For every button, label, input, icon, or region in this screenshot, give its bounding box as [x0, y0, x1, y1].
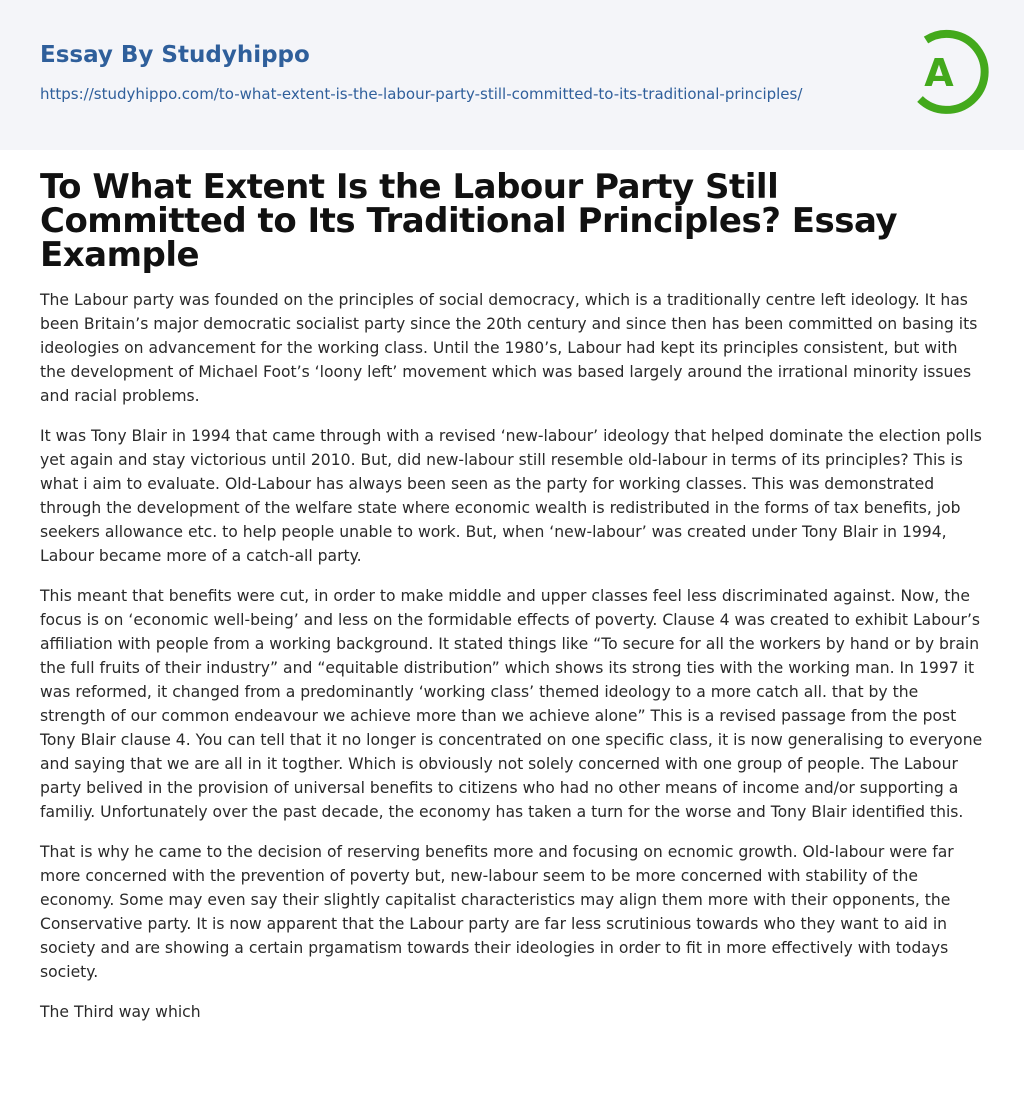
essay-paragraph: It was Tony Blair in 1994 that came through with a revised ‘new-labour’ ideology that helped dominate the election polls yet again and stay victorious until 2010. But, did new-labour still resemble old-labour in terms of its principles? This is what i aim to evaluate. Old-Labour has always been seen as the party for working classes. This was demonstrated through the development of the welfare state where economic wealth is redistributed in the forms of tax benefits, job seekers allowance etc. to help people unable to work. But, when ‘new-labour’ was created under Tony Blair in 1994, Labour became more of a catch-all party.: [40, 427, 982, 565]
essay-paragraph: The Third way which: [40, 1003, 201, 1021]
logo-letter: A: [924, 51, 954, 95]
essay-paragraph: That is why he came to the decision of reserving benefits more and focusing on ecnomic growth. Old-labour were far more concerned with the prevention of poverty but, new-labour seem to be more concerned with stability of the economy. Some may even say their slightly capitalist characteristics may align them more with their opponents, the Conservative party. It is now apparent that the Labour party are far less scrutinious towards who they want to aid in society and are showing a certain prgamatism towards their ideologies in order to fit in more effectively with todays society.: [40, 843, 954, 981]
site-brand[interactable]: Essay By Studyhippo: [40, 42, 310, 68]
essay-paragraph: This meant that benefits were cut, in order to make middle and upper classes feel less discriminated against. Now, the focus is on ‘economic well-being’ and less on the formidable effects of poverty. Clause 4 was created to exhibit Labour’s affiliation with people from a working background. It stated things like “To secure for all the workers by hand or by brain the full fruits of their industry” and “equitable distribution” which shows its strong ties with the working man. In 1997 it was reformed, it changed from a predominantly ‘working class’ themed ideology to a more catch all. that by the strength of our common endeavour we achieve more than we achieve alone” This is a revised passage from the post Tony Blair clause 4. You can tell that it no longer is concentrated on one specific class, it is now generalising to everyone and saying that we are all in it togther. Which is obviously not solely concerned with one group of people. The Labour party belived in the provision of universal benefits to citizens who had no other means of income and/or supporting a familiy. Unfortunately over the past decade, the economy has taken a turn for the worse and Tony Blair identified this.: [40, 587, 983, 821]
site-header: [0, 0, 1024, 150]
source-url-link[interactable]: https://studyhippo.com/to-what-extent-is-the-labour-party-still-committed-to-its-traditional-principles/: [40, 85, 803, 103]
essay-title: To What Extent Is the Labour Party Still Committed to Its Traditional Principles? Essay Example: [40, 167, 898, 275]
essay-paragraph: The Labour party was founded on the principles of social democracy, which is a traditionally centre left ideology. It has been Britain’s major democratic socialist party since the 20th century and since then has been committed on basing its ideologies on advancement for the working class. Until the 1980’s, Labour had kept its principles consistent, but with the development of Michael Foot’s ‘loony left’ movement which was based largely around the irrational minority issues and racial problems.: [40, 291, 978, 405]
essay-content: [40, 167, 986, 1040]
studyhippo-logo-icon[interactable]: [906, 26, 994, 116]
